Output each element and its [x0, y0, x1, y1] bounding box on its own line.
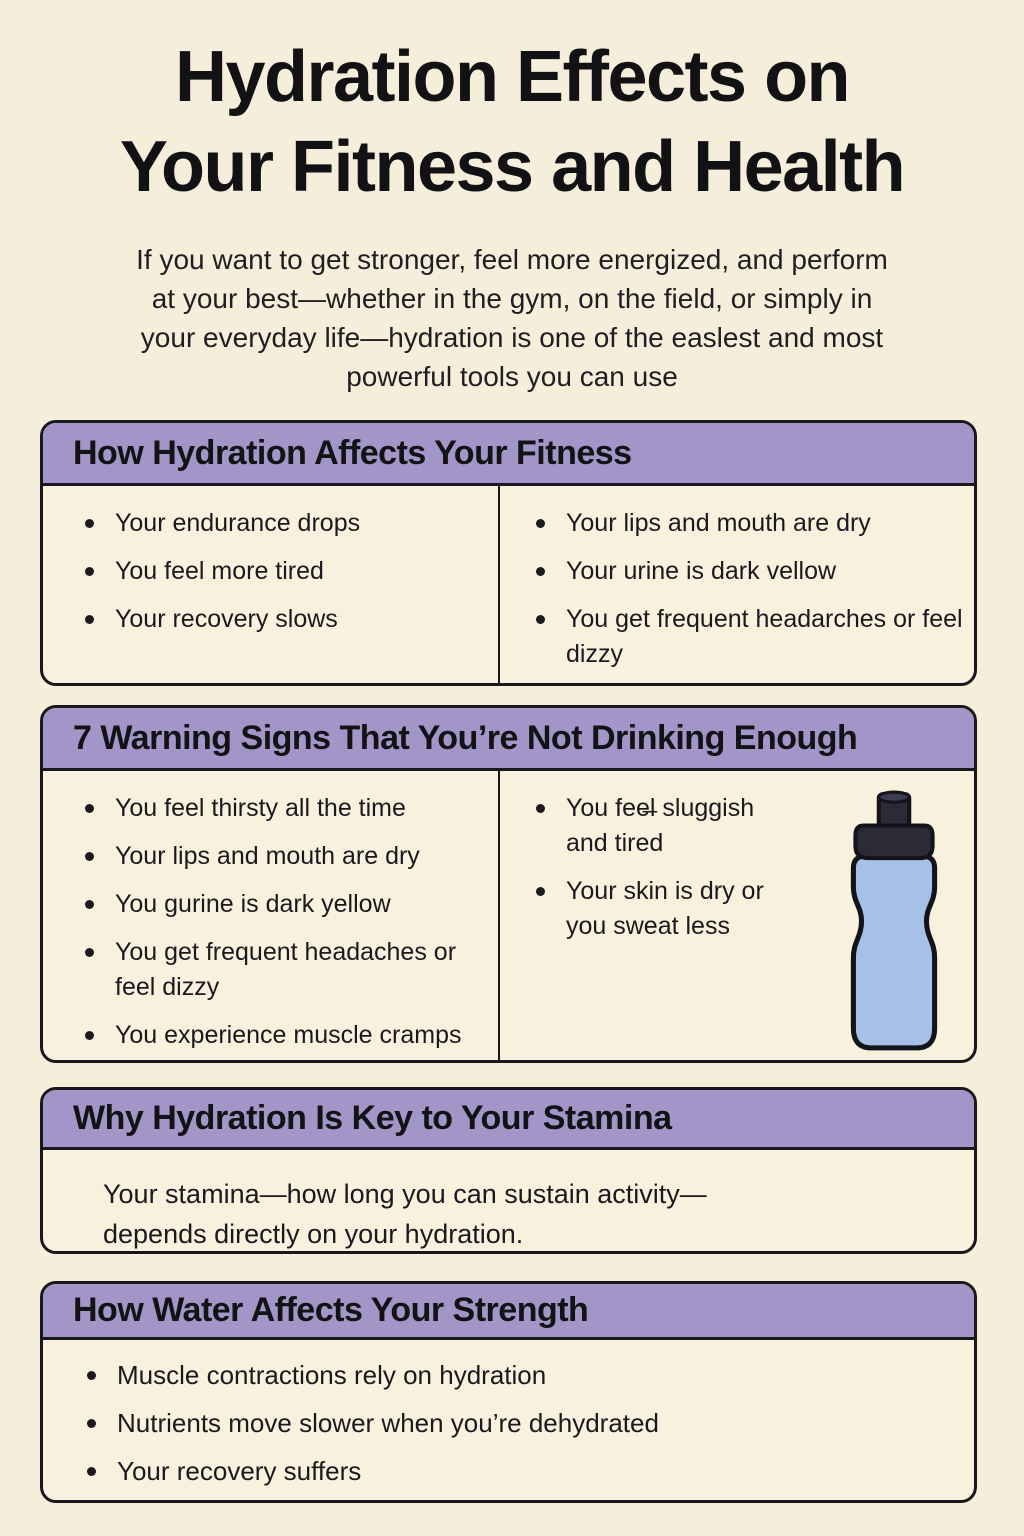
section-strength-title: How Water Affects Your Strength: [73, 1291, 589, 1329]
list-item: Nutrients move slower when you’re dehydrated: [75, 1406, 964, 1440]
section-fitness-header: [43, 423, 974, 486]
section-warning-signs-title: 7 Warning Signs That You’re Not Drinking Enough: [73, 718, 858, 757]
intro-line: powerful tools you can use: [346, 361, 678, 392]
list-item: Your recovery slows: [73, 602, 492, 637]
section-strength-header: [43, 1284, 974, 1340]
stamina-line: depends directly on your hydration.: [103, 1219, 524, 1249]
stamina-line: Your stamina—how long you can sustain activity—: [103, 1179, 707, 1209]
list-item: You feel thirsty all the time: [73, 791, 492, 826]
strength-list: [43, 1340, 974, 1488]
list-item: You experience muscle cramps: [73, 1018, 492, 1053]
section-fitness: [40, 420, 977, 686]
water-bottle-illustration: [830, 787, 958, 1055]
list-item: Your lips and mouth are dry: [524, 506, 964, 541]
intro-line: your everyday life—hydration is one of the easlest and most: [140, 322, 884, 353]
section-warning-signs-header: [43, 708, 974, 771]
list-item: You get frequent headarches or feel dizzy: [524, 602, 964, 672]
page-title: [0, 32, 1024, 212]
list-item: You get frequent headaches or feel dizzy: [73, 935, 492, 1005]
warning-right-column: [500, 771, 974, 1063]
water-bottle-icon: [830, 787, 958, 1055]
section-stamina-title: Why Hydration Is Key to Your Stamina: [73, 1099, 672, 1137]
intro-line: If you want to get stronger, feel more energized, and perform: [136, 244, 888, 275]
section-stamina-body: [43, 1150, 974, 1254]
section-strength: [40, 1281, 977, 1503]
title-line-1: Hydration Effects on: [174, 37, 850, 117]
section-fitness-body: [43, 486, 974, 686]
list-item: Your skin is dry or you sweat less: [524, 874, 784, 944]
fitness-left-list: [43, 486, 500, 686]
list-item: Your recovery suffers: [75, 1454, 964, 1488]
section-fitness-title: How Hydration Affects Your Fitness: [73, 433, 632, 472]
list-item: You fee̶l sluggish and tired: [524, 791, 784, 861]
warning-right-list: [524, 791, 784, 944]
list-item: Your endurance drops: [73, 506, 492, 541]
intro-line: at your best—whether in the gym, on the field, or simply in: [151, 283, 873, 314]
intro-paragraph: [0, 240, 1024, 396]
list-item: Your urine is dark vellow: [524, 554, 964, 589]
list-item: Muscle contractions rely on hydration: [75, 1358, 964, 1392]
warning-left-list: [43, 771, 500, 1063]
section-stamina-header: [43, 1090, 974, 1150]
list-item: You gurine is dark yellow: [73, 887, 492, 922]
list-item: You feel more tired: [73, 554, 492, 589]
section-warning-signs-body: [43, 771, 974, 1063]
title-line-2: Your Fitness and Health: [119, 127, 905, 207]
section-stamina: [40, 1087, 977, 1254]
list-item: Your lips and mouth are dry: [73, 839, 492, 874]
section-warning-signs: [40, 705, 977, 1063]
fitness-right-list: [500, 486, 974, 686]
